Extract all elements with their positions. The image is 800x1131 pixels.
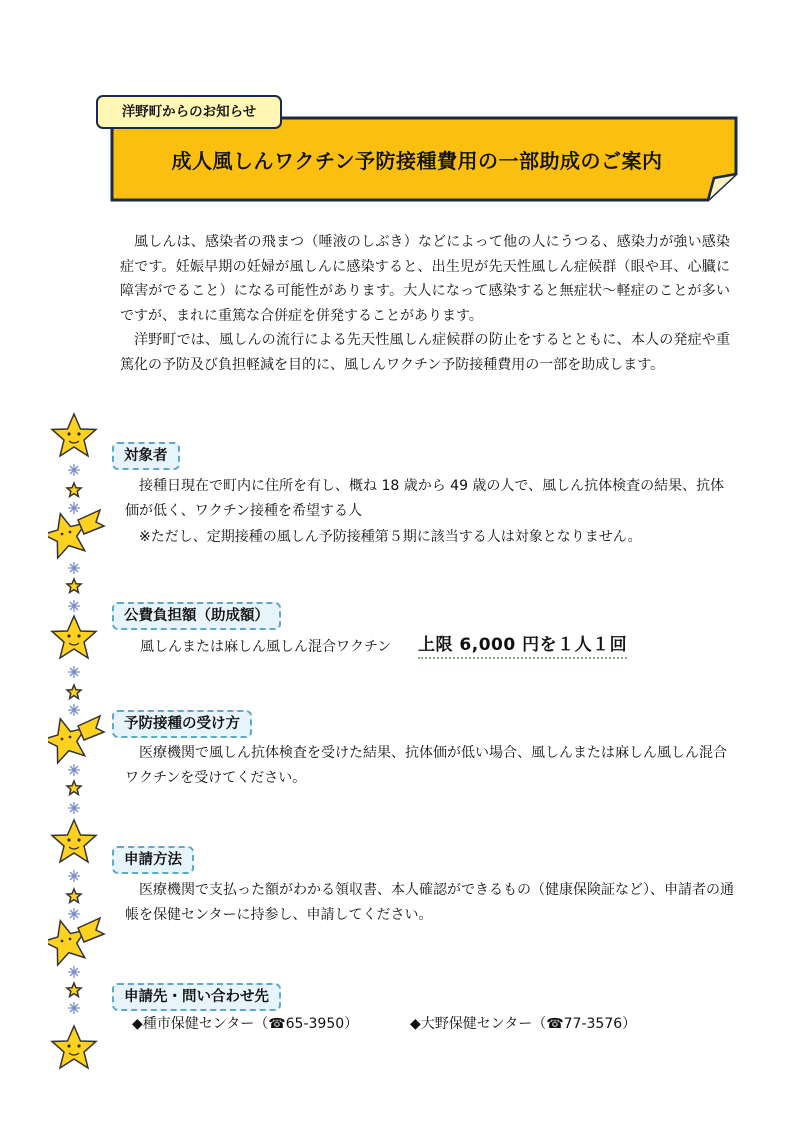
subsidy-amount: 上限 6,000 円を１人１回 — [418, 630, 627, 659]
subsidy-heading: 公費負担額（助成額） — [112, 602, 281, 630]
star-icon — [52, 1026, 96, 1068]
intro-text — [120, 230, 730, 377]
intro-paragraph-1: 風しんは、感染者の飛まつ（唾液のしぶき）などによって他の人にうつる、感染力が強い感染症です。妊娠早期の妊婦が風しんに感染すると、出生児が先天性風しん症候群（眼や耳、心臓に障害がでること）になる可能性があります。大人になって感染すると無症状～軽症のことが多いですが、まれに重篤な合併症を併発することがあります。 — [120, 234, 730, 324]
star-decoration — [48, 410, 108, 1090]
contact-heading: 申請先・問い合わせ先 — [112, 983, 281, 1011]
apply-heading: 申請方法 — [112, 846, 194, 874]
apply-text: 医療機関で支払った額がわかる領収書、本人確認ができるもの（健康保険証など）、申請者の通帳を保健センターに持参し、申請してください。 — [125, 882, 734, 923]
subsidy-vaccine: 風しんまたは麻しん風しん混合ワクチン — [140, 639, 392, 655]
how-text: 医療機関で風しん抗体検査を受けた結果、抗体価が低い場合、風しんまたは麻しん風しん混合ワクチンを受けてください。 — [125, 745, 727, 786]
star-icon — [52, 616, 96, 658]
how-heading: 予防接種の受け方 — [112, 710, 252, 738]
page-title: 成人風しんワクチン予防接種費用の一部助成のご案内 — [171, 149, 663, 173]
star-icon — [52, 820, 96, 862]
target-heading: 対象者 — [112, 442, 180, 470]
shooting-star-icon — [48, 713, 104, 765]
contact-office-2: ◆大野保健センター（☎77-3576） — [410, 1016, 637, 1032]
target-note: ※ただし、定期接種の風しん予防接種第５期に該当する人は対象となりません。 — [139, 529, 642, 545]
target-text: 接種日現在で町内に住所を有し、概ね 18 歳から 49 歳の人で、風しん抗体検査の結果、抗体価が低く、ワクチン接種を希望する人 — [125, 478, 725, 519]
shooting-star-icon — [48, 508, 104, 560]
intro-paragraph-2: 洋野町では、風しんの流行による先天性風しん症候群の防止をするとともに、本人の発症や重篤化の予防及び負担軽減を目的に、風しんワクチン予防接種費用の一部を助成します。 — [120, 332, 730, 373]
notice-tag: 洋野町からのお知らせ — [96, 95, 282, 129]
star-icon — [52, 414, 96, 456]
shooting-star-icon — [48, 915, 104, 967]
contact-office-1: ◆種市保健センター（☎65-3950） — [132, 1016, 359, 1032]
